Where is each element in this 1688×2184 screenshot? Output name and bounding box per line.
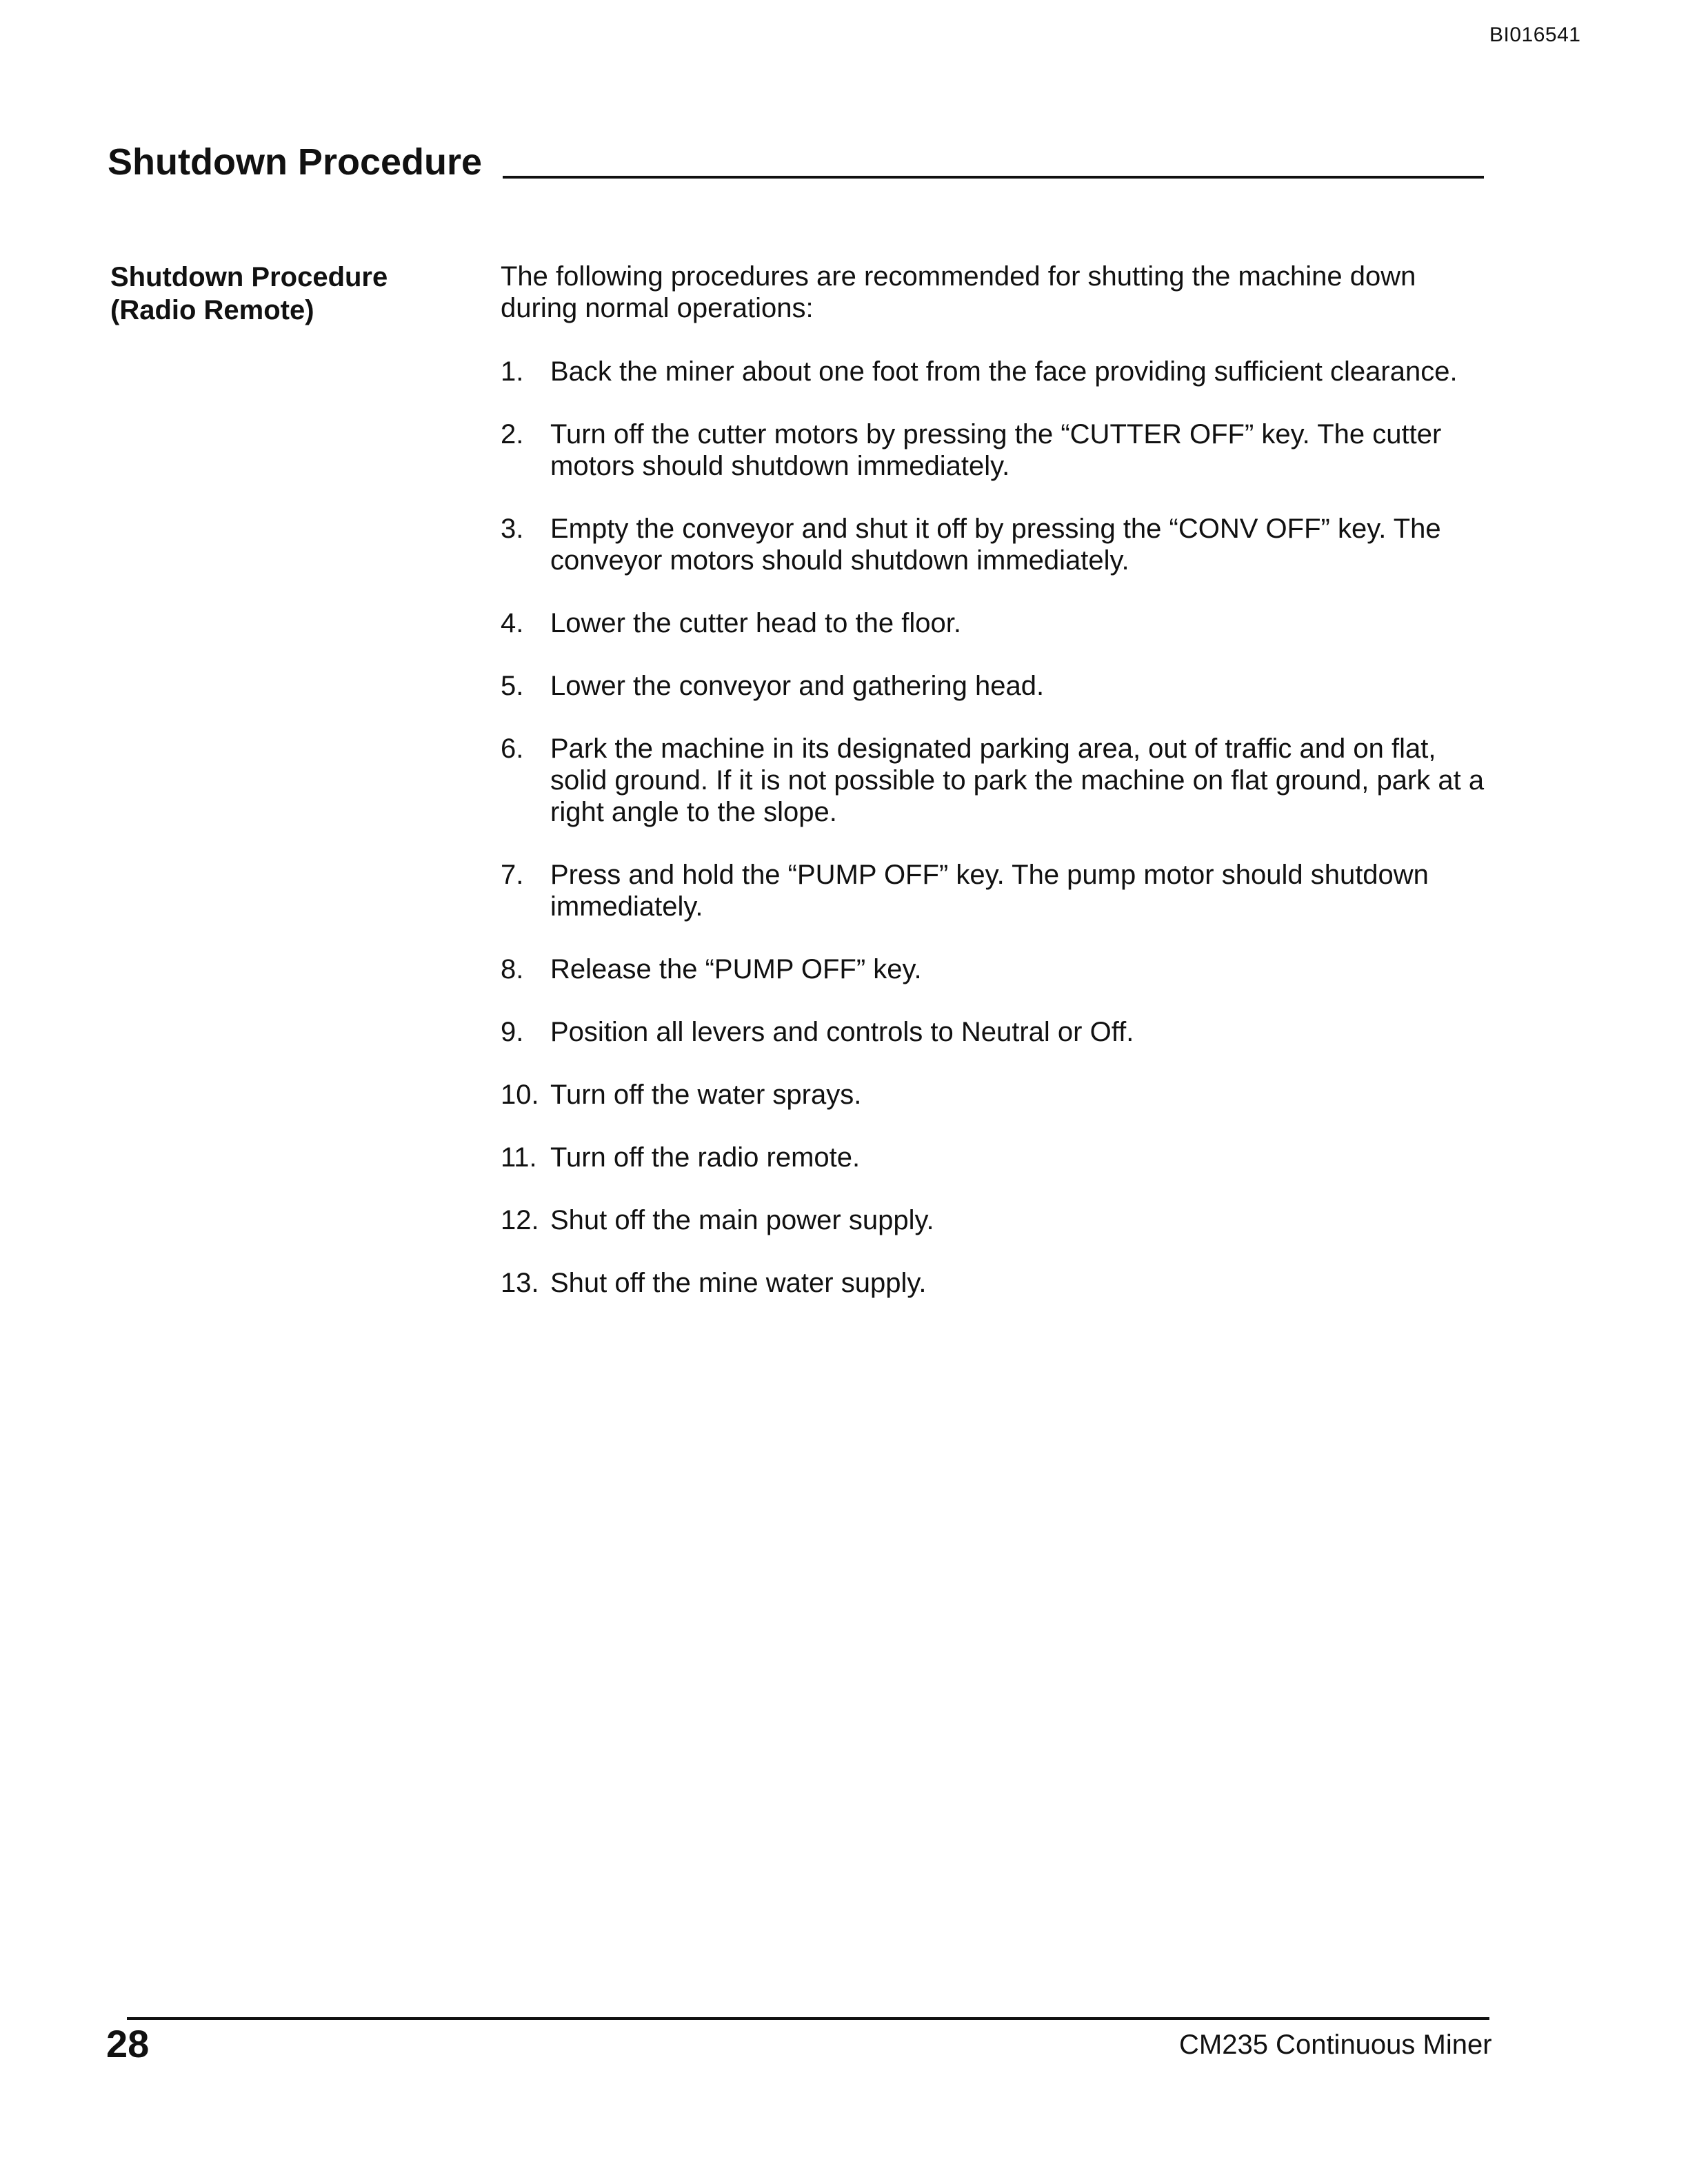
step-text: Back the miner about one foot from the face providing sufficient clearance. (550, 356, 1458, 387)
step-item (501, 1079, 1487, 1111)
procedure-steps (501, 356, 1487, 1299)
step-number: 1. (501, 356, 524, 387)
step-number: 10. (501, 1080, 539, 1110)
side-label-line-2: (Radio Remote) (110, 295, 314, 325)
step-number: 12. (501, 1205, 539, 1235)
step-item (501, 1204, 1487, 1236)
step-number: 5. (501, 671, 524, 701)
document-id: BI016541 (1489, 23, 1581, 46)
step-number: 7. (501, 860, 524, 890)
step-text: Shut off the main power supply. (550, 1205, 934, 1235)
step-number: 6. (501, 734, 524, 764)
step-item (501, 859, 1487, 922)
step-text: Park the machine in its designated parking area, out of traffic and on flat, solid ground. If it is not possible to park the machine on flat ground, park at a right angle to the slope. (550, 734, 1485, 827)
title-rule (503, 176, 1484, 179)
footer-rule (127, 2017, 1489, 2020)
step-text: Empty the conveyor and shut it off by pressing the “CONV OFF” key. The conveyor motors should shutdown immediately. (550, 514, 1441, 576)
step-text: Press and hold the “PUMP OFF” key. The pump motor should shutdown immediately. (550, 860, 1429, 922)
step-item (501, 670, 1487, 702)
step-number: 13. (501, 1268, 539, 1298)
step-number: 3. (501, 514, 524, 544)
section-header (108, 142, 1484, 183)
footer-title: CM235 Continuous Miner (1179, 2030, 1492, 2060)
step-item (501, 418, 1487, 482)
step-item (501, 1016, 1487, 1048)
step-text: Lower the cutter head to the floor. (550, 608, 961, 638)
step-text: Shut off the mine water supply. (550, 1268, 927, 1298)
step-item (501, 607, 1487, 639)
page-number: 28 (106, 2022, 150, 2065)
step-number: 11. (501, 1142, 537, 1173)
side-label-line-1: Shutdown Procedure (110, 262, 388, 292)
step-item (501, 953, 1487, 985)
procedure-body (501, 261, 1487, 1330)
step-number: 8. (501, 954, 524, 984)
step-text: Turn off the radio remote. (550, 1142, 861, 1173)
section-title: Shutdown Procedure (108, 141, 483, 183)
step-item (501, 1267, 1487, 1299)
step-text: Release the “PUMP OFF” key. (550, 954, 922, 984)
step-item (501, 356, 1487, 387)
step-number: 9. (501, 1017, 524, 1047)
step-text: Lower the conveyor and gathering head. (550, 671, 1045, 701)
step-number: 4. (501, 608, 524, 638)
step-text: Turn off the water sprays. (550, 1080, 862, 1110)
step-item (501, 1142, 1487, 1173)
step-number: 2. (501, 419, 524, 449)
step-item (501, 733, 1487, 828)
step-text: Turn off the cutter motors by pressing the “CUTTER OFF” key. The cutter motors should shutdown immediately. (550, 419, 1442, 481)
intro-paragraph: The following procedures are recommended for shutting the machine down during normal operations: (501, 261, 1416, 323)
step-item (501, 513, 1487, 576)
side-label (110, 261, 388, 327)
step-text: Position all levers and controls to Neutral or Off. (550, 1017, 1134, 1047)
